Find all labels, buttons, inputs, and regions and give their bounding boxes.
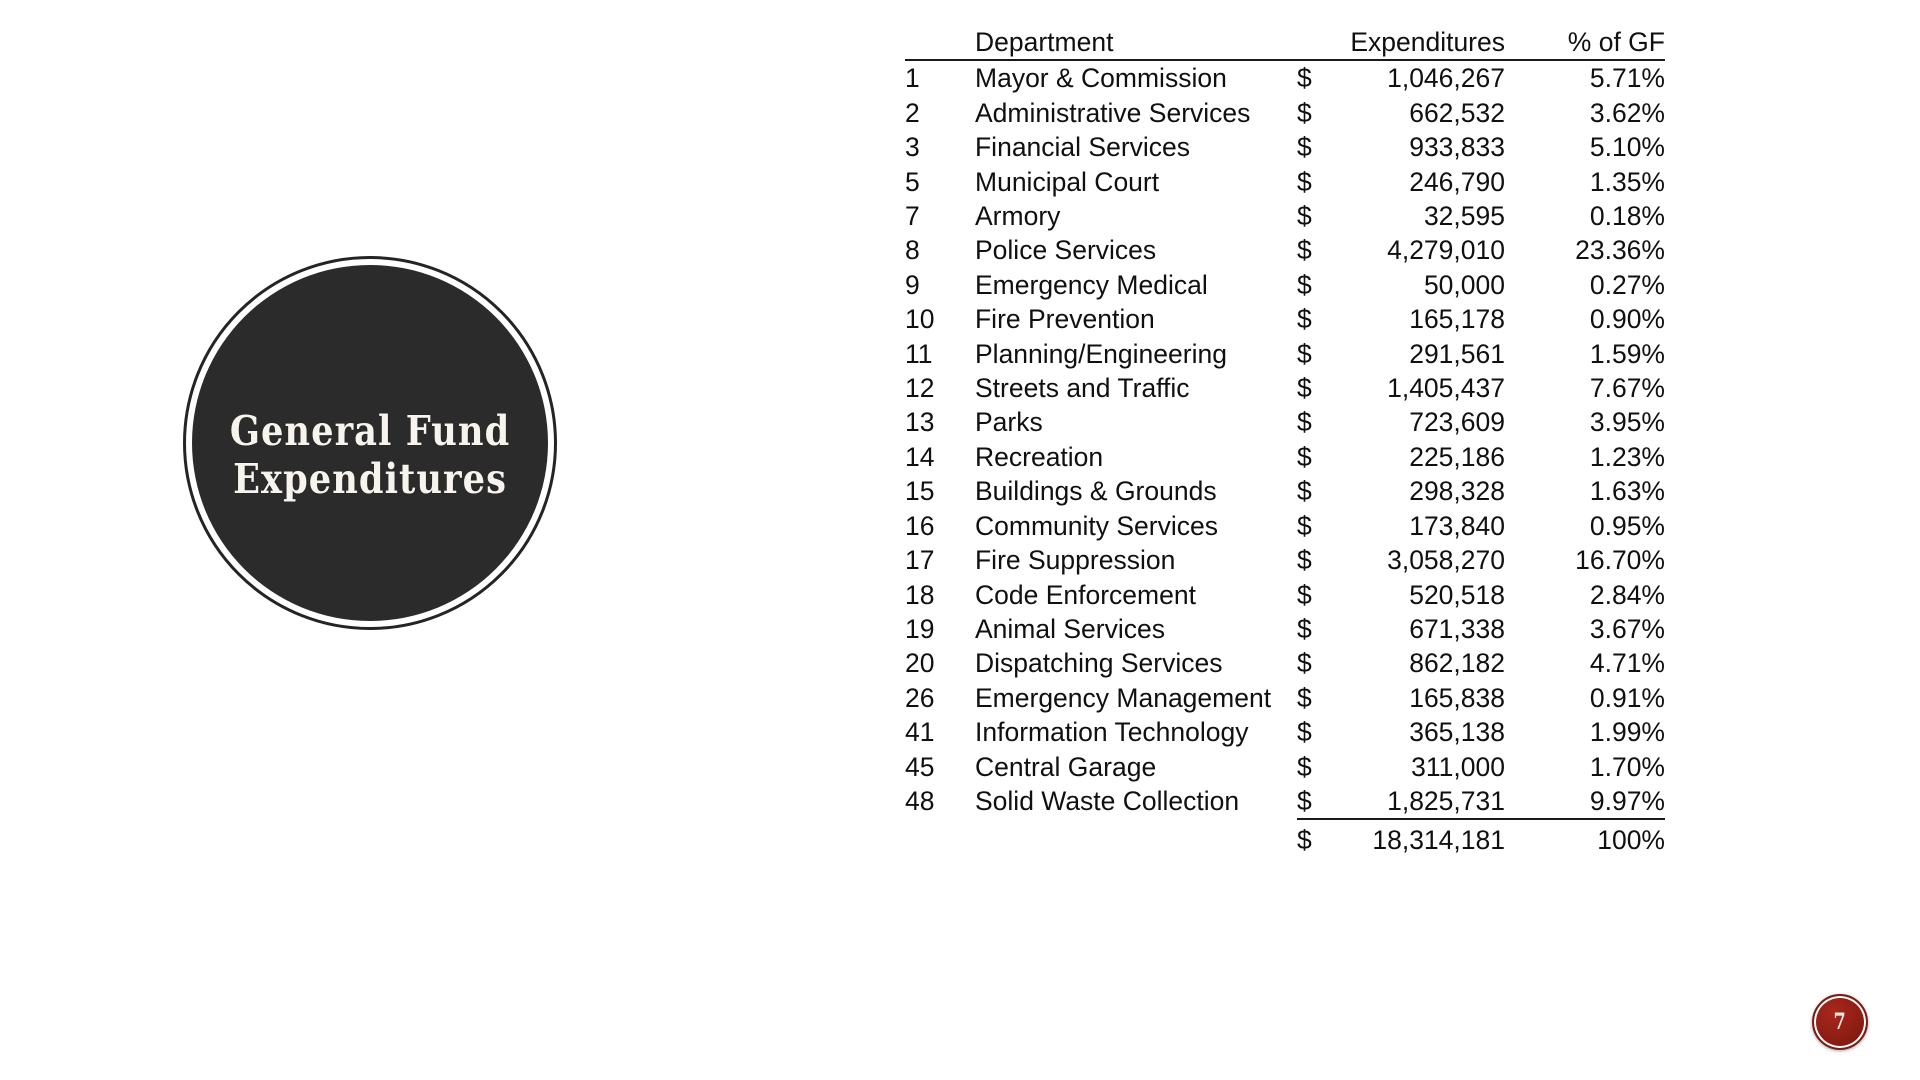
row-number: 13 — [905, 407, 935, 438]
row-expenditures: 3,058,270 — [1387, 545, 1505, 576]
row-percent-of-gf: 1.70% — [1589, 751, 1665, 782]
row-currency-symbol: $ — [1297, 579, 1312, 610]
row-number: 5 — [905, 166, 920, 197]
row-expenditures: 32,595 — [1423, 201, 1505, 232]
table-row — [905, 715, 1665, 749]
row-number: 19 — [905, 613, 935, 644]
row-department: Mayor & Commission — [975, 63, 1227, 94]
row-expenditures: 311,000 — [1411, 751, 1505, 782]
row-currency-symbol: $ — [1297, 132, 1312, 163]
row-currency-symbol: $ — [1297, 269, 1312, 300]
row-number: 14 — [905, 441, 935, 472]
table-row — [905, 509, 1665, 543]
row-expenditures: 173,840 — [1409, 510, 1505, 541]
row-department: Solid Waste Collection — [975, 785, 1240, 816]
row-currency-symbol: $ — [1297, 613, 1312, 644]
table-row — [905, 405, 1665, 439]
row-number: 48 — [905, 785, 935, 816]
row-percent-of-gf: 1.23% — [1589, 441, 1665, 472]
table-row — [905, 60, 1665, 95]
column-header-percent-of-gf: % of GF — [1505, 25, 1665, 60]
row-expenditures: 165,838 — [1409, 682, 1505, 713]
table-footer — [905, 819, 1665, 857]
row-currency-symbol: $ — [1297, 304, 1312, 335]
row-number: 10 — [905, 304, 935, 335]
row-currency-symbol: $ — [1297, 373, 1312, 404]
row-percent-of-gf: 9.97% — [1589, 785, 1665, 816]
row-currency-symbol: $ — [1297, 235, 1312, 266]
row-expenditures: 50,000 — [1423, 269, 1505, 300]
row-percent-of-gf: 0.18% — [1589, 201, 1665, 232]
general-fund-expenditures-table — [905, 25, 1665, 858]
row-percent-of-gf: 3.67% — [1589, 613, 1665, 644]
row-expenditures: 225,186 — [1409, 441, 1505, 472]
badge-text-block — [207, 408, 533, 503]
row-expenditures: 1,405,437 — [1387, 373, 1505, 404]
table-row — [905, 268, 1665, 302]
row-department: Municipal Court — [975, 166, 1160, 197]
row-percent-of-gf: 2.84% — [1589, 579, 1665, 610]
row-percent-of-gf: 1.99% — [1589, 717, 1665, 748]
row-department: Police Services — [975, 235, 1157, 266]
total-currency-symbol: $ — [1297, 819, 1329, 857]
page-number-text: 7 — [1833, 1009, 1847, 1035]
row-number: 8 — [905, 235, 920, 266]
row-expenditures: 365,138 — [1409, 717, 1505, 748]
table-row — [905, 578, 1665, 612]
row-number: 15 — [905, 476, 935, 507]
row-number: 3 — [905, 132, 920, 163]
table-row — [905, 233, 1665, 267]
table-row — [905, 784, 1665, 819]
table-row — [905, 474, 1665, 508]
table-row — [905, 543, 1665, 577]
column-header-currency-symbol — [1297, 25, 1329, 60]
table-row — [905, 612, 1665, 646]
row-percent-of-gf: 23.36% — [1575, 235, 1665, 266]
row-currency-symbol: $ — [1297, 751, 1312, 782]
row-number: 17 — [905, 545, 935, 576]
table-header — [905, 25, 1665, 60]
table-row — [905, 750, 1665, 784]
table-row — [905, 440, 1665, 474]
row-expenditures: 246,790 — [1409, 166, 1505, 197]
table-row — [905, 337, 1665, 371]
row-number: 16 — [905, 510, 935, 541]
row-expenditures: 933,833 — [1409, 132, 1505, 163]
row-number: 18 — [905, 579, 935, 610]
table-row — [905, 371, 1665, 405]
table-body — [905, 60, 1665, 819]
table-row — [905, 130, 1665, 164]
row-percent-of-gf: 3.95% — [1589, 407, 1665, 438]
row-currency-symbol: $ — [1297, 166, 1312, 197]
table-row — [905, 96, 1665, 130]
badge-title-line-2: Expenditures — [233, 455, 507, 503]
row-department: Fire Suppression — [975, 545, 1176, 576]
row-percent-of-gf: 0.90% — [1589, 304, 1665, 335]
row-number: 45 — [905, 751, 935, 782]
row-expenditures: 671,338 — [1409, 613, 1505, 644]
table-row — [905, 646, 1665, 680]
row-department: Animal Services — [975, 613, 1165, 644]
row-expenditures: 1,046,267 — [1387, 63, 1505, 94]
table-header-row — [905, 25, 1665, 60]
table-row — [905, 681, 1665, 715]
row-department: Community Services — [975, 510, 1218, 541]
row-department: Planning/Engineering — [975, 338, 1227, 369]
row-number: 9 — [905, 269, 920, 300]
row-currency-symbol: $ — [1297, 441, 1312, 472]
row-department: Central Garage — [975, 751, 1157, 782]
row-expenditures: 662,532 — [1409, 97, 1505, 128]
row-expenditures: 723,609 — [1409, 407, 1505, 438]
row-department: Emergency Medical — [975, 269, 1208, 300]
row-expenditures: 520,518 — [1409, 579, 1505, 610]
column-header-number — [905, 25, 975, 60]
row-percent-of-gf: 0.95% — [1589, 510, 1665, 541]
row-department: Financial Services — [975, 132, 1191, 163]
row-currency-symbol: $ — [1297, 545, 1312, 576]
total-label — [975, 819, 1297, 857]
row-currency-symbol: $ — [1297, 97, 1312, 128]
row-department: Streets and Traffic — [975, 373, 1190, 404]
row-expenditures: 298,328 — [1409, 476, 1505, 507]
row-currency-symbol: $ — [1297, 338, 1312, 369]
table-total-row — [905, 819, 1665, 857]
row-department: Parks — [975, 407, 1043, 438]
row-currency-symbol: $ — [1297, 510, 1312, 541]
row-department: Code Enforcement — [975, 579, 1196, 610]
row-currency-symbol: $ — [1297, 682, 1312, 713]
row-department: Armory — [975, 201, 1061, 232]
total-percent-value: 100% — [1505, 819, 1665, 857]
row-currency-symbol: $ — [1297, 648, 1312, 679]
total-expenditures-value: 18,314,181 — [1329, 819, 1505, 857]
row-currency-symbol: $ — [1297, 785, 1312, 816]
row-percent-of-gf: 1.59% — [1589, 338, 1665, 369]
row-number: 12 — [905, 373, 935, 404]
row-percent-of-gf: 1.63% — [1589, 476, 1665, 507]
row-percent-of-gf: 0.27% — [1589, 269, 1665, 300]
row-percent-of-gf: 16.70% — [1575, 545, 1665, 576]
row-number: 2 — [905, 97, 920, 128]
expenditures-table-container — [905, 25, 1670, 858]
row-expenditures: 4,279,010 — [1387, 235, 1505, 266]
row-percent-of-gf: 5.10% — [1589, 132, 1665, 163]
row-number: 1 — [905, 63, 920, 94]
row-department: Information Technology — [975, 717, 1249, 748]
row-currency-symbol: $ — [1297, 717, 1312, 748]
general-fund-badge — [183, 256, 557, 630]
row-expenditures: 291,561 — [1409, 338, 1505, 369]
column-header-expenditures: Expenditures — [1329, 25, 1505, 60]
row-percent-of-gf: 4.71% — [1589, 648, 1665, 679]
row-currency-symbol: $ — [1297, 201, 1312, 232]
row-percent-of-gf: 0.91% — [1589, 682, 1665, 713]
row-department: Administrative Services — [975, 97, 1251, 128]
total-number — [905, 819, 975, 857]
row-number: 26 — [905, 682, 935, 713]
row-percent-of-gf: 7.67% — [1589, 373, 1665, 404]
row-percent-of-gf: 3.62% — [1589, 97, 1665, 128]
row-expenditures: 165,178 — [1409, 304, 1505, 335]
row-number: 20 — [905, 648, 935, 679]
badge-disc — [192, 265, 548, 621]
row-department: Fire Prevention — [975, 304, 1155, 335]
row-currency-symbol: $ — [1297, 476, 1312, 507]
column-header-department: Department — [975, 25, 1297, 60]
row-percent-of-gf: 5.71% — [1589, 63, 1665, 94]
table-row — [905, 165, 1665, 199]
row-department: Buildings & Grounds — [975, 476, 1217, 507]
table-row — [905, 199, 1665, 233]
row-percent-of-gf: 1.35% — [1589, 166, 1665, 197]
row-number: 41 — [905, 717, 935, 748]
row-expenditures: 862,182 — [1409, 648, 1505, 679]
row-currency-symbol: $ — [1297, 407, 1312, 438]
page-number-badge — [1812, 994, 1868, 1050]
row-number: 11 — [905, 338, 933, 369]
row-department: Recreation — [975, 441, 1104, 472]
badge-title-line-1: General Fund — [229, 407, 511, 456]
row-expenditures: 1,825,731 — [1387, 785, 1505, 816]
row-department: Dispatching Services — [975, 648, 1223, 679]
table-row — [905, 302, 1665, 336]
row-currency-symbol: $ — [1297, 63, 1312, 94]
row-number: 7 — [905, 201, 920, 232]
row-department: Emergency Management — [975, 682, 1272, 713]
